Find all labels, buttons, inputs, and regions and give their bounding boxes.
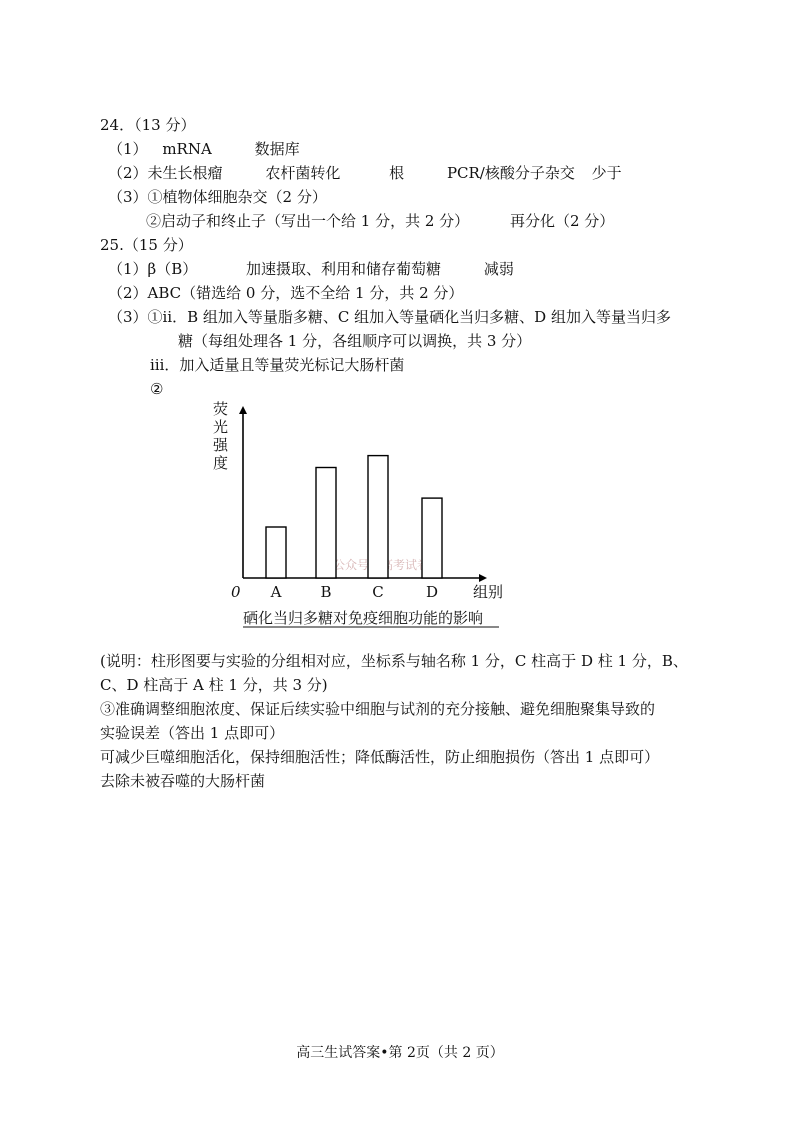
note-line3: ③准确调整细胞浓度、保证后续实验中细胞与试剂的充分接触、避免细胞聚集导致的: [100, 700, 656, 718]
note-line2: C、D 柱高于 A 柱 1 分，共 3 分): [100, 676, 328, 694]
q25-l2-num: （2）: [108, 284, 148, 302]
q25-l3-num: （3）: [108, 308, 148, 326]
bar-A: [266, 527, 286, 578]
bar-C: [368, 456, 388, 578]
q25-l1-num: （1）: [108, 260, 148, 278]
q25-line5: ⅲ．加入适量且等量荧光标记大肠杆菌: [150, 356, 405, 374]
chart-title: 硒化当归多糖对免疫细胞功能的影响: [243, 609, 484, 627]
q25-l3-a: ①ⅱ．B 组加入等量脂多糖、C 组加入等量硒化当归多糖、D 组加入等量当归多: [147, 308, 671, 326]
x-tick-label-A: A: [270, 583, 282, 601]
q25-line4: 糖（每组处理各 1 分，各组顺序可以调换，共 3 分）: [178, 332, 532, 350]
bar-chart: [205, 392, 515, 632]
q24-l2-num: （2）: [108, 164, 148, 182]
note-line4: 实验误差（答出 1 点即可）: [100, 724, 285, 742]
bar-D: [422, 498, 442, 578]
x-tick-label-C: C: [372, 583, 384, 601]
tick-labels-group: [270, 583, 438, 601]
q24-l2-c: 根: [389, 164, 405, 182]
q25-line2: [108, 283, 463, 303]
q24-l4-b: 再分化（2 分）: [509, 212, 615, 230]
q25-l1-b: 加速摄取、利用和储存葡萄糖: [246, 260, 442, 278]
q25-header: 25.（15 分）: [100, 236, 193, 254]
x-axis-label: 组别: [473, 583, 504, 601]
q24-l1-b: 数据库: [254, 140, 300, 158]
x-tick-label-D: D: [425, 583, 439, 601]
q24-l3-num: （3）: [108, 188, 148, 206]
q25-l2-a: ABC（错选给 0 分，选不全给 1 分，共 2 分）: [147, 284, 464, 302]
q24-l2-e: 少于: [591, 164, 622, 182]
note-line6: 去除未被吞噬的大肠杆菌: [100, 772, 266, 790]
q24-l1-a: mRNA: [162, 140, 212, 158]
q24-l2-d: PCR/核酸分子杂交: [446, 164, 575, 182]
bar-B: [316, 468, 336, 579]
q25-l1-a: β（B）: [147, 260, 198, 278]
q24-l2-a: 未生长根瘤: [147, 164, 223, 182]
page-footer: 高三生试答案•第 2页（共 2 页）: [296, 1045, 504, 1061]
q24-l4-a: ②启动子和终止子（写出一个给 1 分，共 2 分）: [146, 212, 470, 230]
q24-l3-a: ①植物体细胞杂交（2 分）: [147, 188, 327, 206]
q24-l1-num: （1）: [108, 140, 148, 158]
q24-header: 24．（13 分）: [100, 116, 196, 134]
y-axis-label: 荧光强度: [213, 400, 229, 472]
x-tick-label-B: B: [320, 583, 332, 601]
q24-l2-b: 农杆菌转化: [265, 164, 341, 182]
q24-line3: [108, 187, 327, 207]
origin-label: 0: [231, 583, 241, 601]
q25-line3: [108, 307, 671, 327]
note-line5: 可减少巨噬细胞活化，保持细胞活性；降低酶活性，防止细胞损伤（答出 1 点即可）: [100, 748, 660, 766]
q25-l1-c: 减弱: [483, 260, 514, 278]
note-line1: (说明：柱形图要与实验的分组相对应，坐标系与轴名称 1 分，C 柱高于 D 柱 1 分，B、: [100, 652, 688, 670]
q25-line6: ②: [150, 380, 164, 398]
q24-line2: [108, 163, 622, 183]
q25-line1: [108, 259, 514, 279]
q24-line4: [146, 211, 614, 231]
q24-line1: [108, 139, 300, 159]
